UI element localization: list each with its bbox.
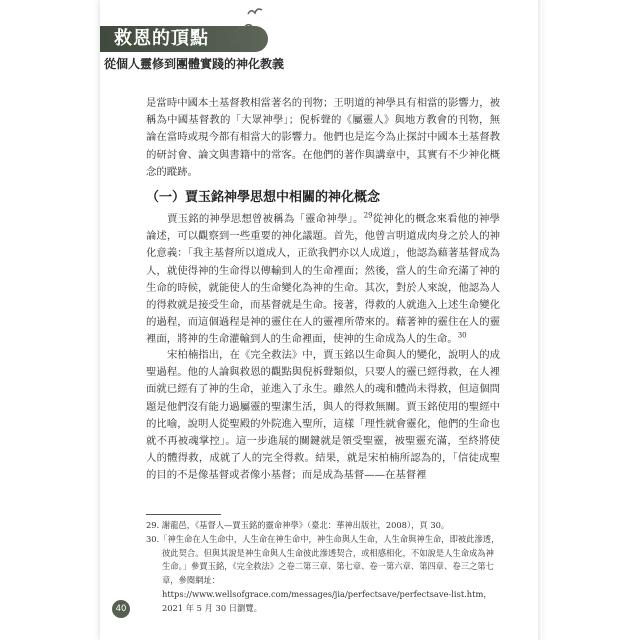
birds-decoration-icon: [222, 4, 272, 52]
footnote-29: 29. 謝龍邑，《基督人—賈玉銘的靈命神學》（臺北：華神出版社，2008），頁 30。: [146, 520, 450, 530]
intro-paragraph: 是當時中國本土基督教相當著名的刊物；王明道的神學具有相當的影響力，被稱為中國基督教的「大眾神學」；倪柝聲的《屬靈人》與地方教會的刊物，無論在當時或現今都有相當大的影響力。他們也是迄今為止探討中國本土基督教的研討會、論文與書籍中的常客。在他們的著作與講章中，其實有不少神化概念的蹤跡。: [146, 97, 500, 178]
page-number: 40: [112, 600, 130, 618]
body-paragraph-2: 宋柏楠指出，在《完全救法》中，賈玉銘以生命與人的變化，說明人的成聖過程。他的人論與救恩的觀點與倪柝聲類似，只要人的靈已經得救，在人裡面就已經有了神的生命，並進入了永生。雖然人的魂和體尚未得救，但這個問題是他們沒有能力過屬靈的聖潔生活，與人的得救無關。賈玉銘使用的聖經中的比喻，說明人從聖殿的外院進入聖所，這樣「理性就會靈化，他們的生命也就不再被魂掌控」。這一步進展的關鍵就是領受聖靈，被聖靈充滿，至終將使人的體得救，成就了人的完全得救。結果，就是宋柏楠所認為的，「信徒成聖的目的不是像基督或者像小基督；而是成為基督——在基督裡: [146, 349, 500, 482]
paragraph-1-continued: 從神化的概念來看他的神學論述，可以觀察到一些重要的神化議題。首先，他曾言明道成肉身之於人的神化意義：「我主基督所以道成人，正欲我們亦以人成道」，他認為藉著基督成為人，就使得神的生命得以傳輸到人的生命裡面；然後，當人的生命充滿了神的生命的時候，就能使人的生命變化為神的生命。其次，對於人來說，他認為人的得救就是接受生命，而基督就是生命。接著，得救的人就進入上述生命變化的過程，而這個過程是神的靈住在人的靈裡所帶來的。藉著神的靈住在人的靈裡面，將神的生命灌輸到人的生命裡面，使神的生命成為人的生命。: [146, 213, 500, 346]
footnote-divider: [146, 514, 221, 515]
chapter-subtitle: 從個人靈修到團體實踐的神化教義: [104, 57, 285, 71]
chapter-title: 救恩的頂點: [114, 28, 209, 49]
footnote-30: 30.「神生命在人生命中，人生命在神生命中，神生命與人生命，人生命與神生命，即被此滲透，彼此契合。但與其說是神生命與人生命彼此滲透契合，或相感相化，不如說是人生命成為神生命。」參賈玉銘，《完全救法》之卷二第三章、第七章、卷一第六章、第四章、卷三之第七章，參閱網址：https://www.wellsofgrace.com/messages/jia/perfectsave/perfectsave-list.htm，2021 年 5 月 30 日瀏覽。: [146, 533, 500, 613]
section-heading: （一）賈玉銘神學思想中相關的神化概念: [146, 190, 381, 205]
footnote-ref-30[interactable]: 30: [457, 331, 467, 340]
footnote-ref-29[interactable]: 29: [363, 211, 373, 220]
paragraph-1-text: 賈玉銘的神學思想曾被稱為「靈命神學」。: [167, 213, 364, 225]
body-paragraph-1: [146, 211, 500, 349]
footnotes: [146, 519, 500, 616]
page-edge: [538, 0, 542, 640]
